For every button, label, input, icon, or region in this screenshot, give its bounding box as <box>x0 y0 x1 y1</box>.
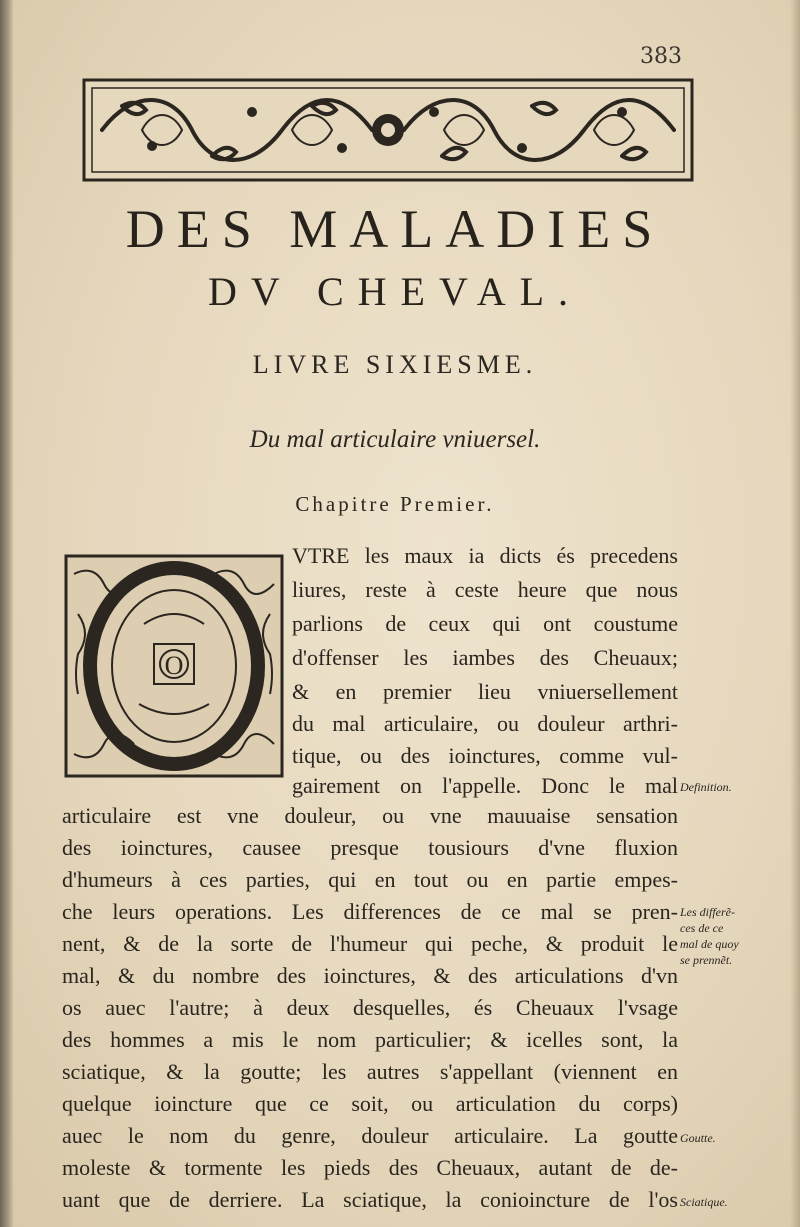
binding-shadow <box>0 0 14 1227</box>
margin-note-goutte: Goutte. <box>680 1131 716 1145</box>
margin-note-differences: se prennẽt. <box>680 953 733 967</box>
chapter-heading: Chapitre Premier. <box>295 492 495 516</box>
decorated-initial-o <box>64 554 284 778</box>
text-line: VTRE les maux ia dicts és precedens <box>292 543 678 568</box>
text-line: che leurs operations. Les differences de ce mal se pren- <box>62 899 678 924</box>
margin-note-sciatique: Sciatique. <box>680 1195 728 1209</box>
text-line: mal, & du nombre des ioinctures, & des articulations d'vn <box>62 963 678 988</box>
text-line: os auec l'autre; à deux desquelles, és Cheuaux l'vsage <box>62 995 678 1020</box>
page-number: 383 <box>640 44 682 69</box>
text-line: uant que de derriere. La sciatique, la conioincture de l'os <box>62 1187 678 1212</box>
main-title-line-2: DV CHEVAL. <box>207 269 583 314</box>
text-line: parlions de ceux qui ont coustume <box>292 611 678 636</box>
section-subtitle: Du mal articulaire vniuersel. <box>249 426 541 453</box>
text-line: liures, reste à ceste heure que nous <box>292 577 678 602</box>
text-line: nent, & de la sorte de l'humeur qui peche, & produit le <box>62 931 678 956</box>
book-heading: LIVRE SIXIESME. <box>252 350 538 379</box>
margin-note-differences: mal de quoy <box>680 937 739 951</box>
margin-note-definition: Definition. <box>680 780 732 794</box>
page-edge <box>790 0 800 1227</box>
text-line: quelque ioincture que ce soit, ou articulation du corps) <box>62 1091 678 1116</box>
text-line: moleste & tormente les pieds des Cheuaux, autant de de- <box>62 1155 678 1180</box>
text-line: d'humeurs à ces parties, qui en tout ou en partie empes- <box>62 867 678 892</box>
text-line: & en premier lieu vniuersellement <box>292 679 678 704</box>
margin-note-differences: ces de ce <box>680 921 724 935</box>
ornamental-headpiece <box>82 76 694 188</box>
text-line: des hommes a mis le nom particulier; & icelles sont, la <box>62 1027 678 1052</box>
text-line: du mal articulaire, ou douleur arthri- <box>292 711 678 736</box>
text-line: articulaire est vne douleur, ou vne mauuaise sensation <box>62 803 678 828</box>
text-line: gairement on l'appelle. Donc le mal <box>292 773 678 798</box>
text-line: des ioinctures, causee presque tousiours d'vne fluxion <box>62 835 678 860</box>
text-line: auec le nom du genre, douleur articulaire. La goutte <box>62 1123 678 1148</box>
text-line: d'offenser les iambes des Cheuaux; <box>292 645 678 670</box>
drop-cap-letter: O <box>164 651 184 680</box>
margin-note-differences: Les differẽ- <box>680 905 735 919</box>
text-line: sciatique, & la goutte; les autres s'appellant (viennent en <box>62 1059 678 1084</box>
text-line: tique, ou des ioinctures, comme vul- <box>292 743 678 768</box>
main-title-line-1: DES MALADIES <box>125 199 665 259</box>
